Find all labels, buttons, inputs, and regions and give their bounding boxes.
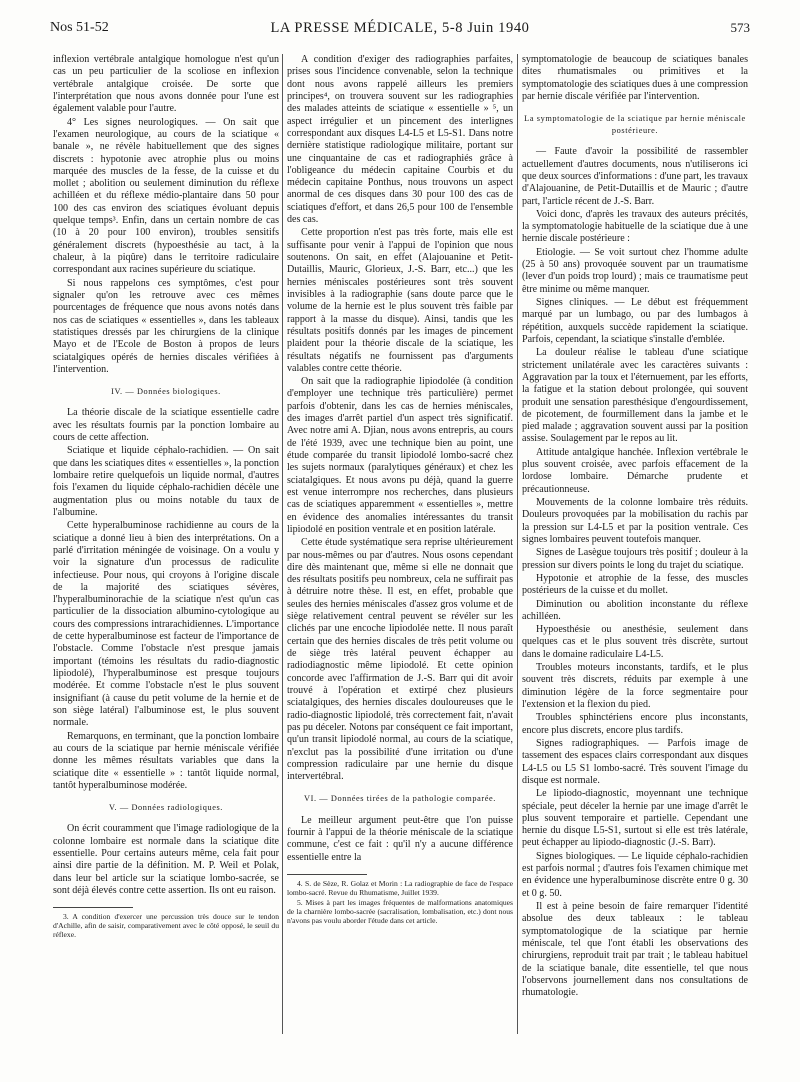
- column-divider: [517, 54, 518, 1034]
- paragraph: Cette proportion n'est pas très forte, mais elle est suffisante pour venir à l'appui de l'opinion que nous soutenons. On sait, en effet (Alajouanine et Petit-Dutaillis, Mauric, Glorieux, J.-S. Barr, etc...) que les hernies méniscales postérieures sont très souvent invisibles à la radiographie (sans doute parce que le volume de la hernie est le plus souvent très faible par rapport à la masse du disque). Ainsi, tandis que les résultats positifs donnés par les images de pincement plaident pour la théorie discale de la sciatique, les résultats négatifs ne fournissent pas d'arguments valables contre cette théorie.: [287, 227, 513, 374]
- footnote-rule: [53, 907, 133, 908]
- section-heading: VI. — Données tirées de la pathologie comparée.: [303, 794, 496, 804]
- paragraph: Sciatique et liquide céphalo-rachidien. — On sait que dans les sciatiques dites « essentielles », la ponction lombaire retire quelquefois un liquide normal, d'autres fois l'examen du liquide céphalo-rachidien décèle une augmentation plus ou moins notable du taux de l'albumine.: [53, 445, 279, 518]
- paragraph: Si nous rappelons ces symptômes, c'est pour signaler qu'on les retrouve avec ces mêmes pourcentages de fréquence que nous avons notés dans nos cas de sciatiques « essentielles », dans les tableaux statistiques dressés par les chirurgiens de la clinique Mayo et de l'Ecole de Boston à propos de leurs sciatalgiques opérés de hernies discales vérifiées à l'intervention.: [53, 277, 279, 375]
- paragraph: Attitude antalgique hanchée. Inflexion vertébrale le plus souvent croisée, avec parfois effacement de la lordose lombaire. Démarche prudente et précautionneuse.: [522, 446, 748, 495]
- column-1: [53, 54, 279, 1054]
- paragraph: Diminution ou abolition inconstante du réflexe achilléen.: [522, 598, 748, 622]
- paragraph: Hypoesthésie ou anesthésie, seulement dans quelques cas et le plus souvent très discrète, surtout dans le domaine radiculaire L4-L5.: [522, 624, 748, 660]
- column-3: [522, 54, 748, 1054]
- paragraph: 4° Les signes neurologiques. — On sait que l'examen neurologique, au cours de la sciatique « banale », ne révèle habituellement que des signes discrets : hypotonie avec atrophie plus ou moins marquée des muscles de la fesse, de la cuisse et du mollet ; abolition ou seulement diminution du réflexe achilléen et du réflexe médio-plantaire dans 50 pour 100 des cas environ des sciatiques évoluant depuis quelque temps³. Enfin, dans un certain nombre de cas (10 à 20 pour 100 environ), troubles sensitifs généralement discrets (hypoesthésie au tact, à la chaleur, à la piqûre) dans le territoire radiculaire correspondant aux racines supérieure du sciatique.: [53, 116, 279, 276]
- journal-title: LA PRESSE MÉDICALE, 5-8 Juin 1940: [270, 20, 530, 36]
- paragraph: A condition d'exiger des radiographies parfaites, prises sous l'incidence convenable, selon la technique dont nous avons rappelé ailleurs les premiers principes⁴, on trouvera souvent sur les radiographies des malades atteints de sciatique « essentielle » ⁵, un aspect irrégulier et un pincement des interlignes correspondant aux disques L4-L5 et L5-S1. Dans notre dernière statistique radiologique militaire, portant sur une cinquantaine de cas et radiographiés grâce à l'obligeance du médecin capitaine Courbis et du médecin capitaine Ponthus, nous trouvons un aspect anormal de ces disques dans 30 pour 100 des cas de sciatiques d'effort, et dans 26,5 pour 100 de l'ensemble des cas.: [287, 54, 513, 226]
- paragraph: — Faute d'avoir la possibilité de rassembler actuellement d'autres documents, nous n'utiliserons ici que deux sources d'informations : d'une part, les travaux d'Alajouanine, de Petit-Dutaillis et de Mauric ; d'autre part, l'article récent de J.-S. Barr.: [522, 146, 748, 207]
- paragraph: Signes cliniques. — Le début est fréquemment marqué par un lumbago, ou par des lumbagos à répétition, auxquels succède rapidement la sciatique. Parfois, cependant, la sciatique s'installe d'emblée.: [522, 297, 748, 345]
- footnote: 4. S. de Sèze, R. Golaz et Morin : La radiographie de face de l'espace lombo-sacré. Revue du Rhumatisme, Juillet 1939.: [287, 879, 513, 897]
- section-heading: IV. — Données biologiques.: [111, 387, 221, 397]
- paragraph: inflexion vertébrale antalgique homologue n'est qu'un cas un peu particulier de la scoliose en inflexion vertébrale antalgique croisée. De sorte que l'interprétation que nous avons donnée pour l'une est également valable pour l'autre.: [53, 54, 279, 115]
- paragraph: symptomatologie de beaucoup de sciatiques banales dites rhumatismales ou primitives et la symptomatologie des sciatiques dues à une compression par hernie discale vérifiée par l'intervention.: [522, 54, 748, 102]
- page-header: [50, 20, 750, 44]
- paragraph: Cette étude systématique sera reprise ultérieurement par nous-mêmes ou par d'autres. Nous osons cependant dire dès maintenant que, même si elle ne donnait que des résultats positifs peu nombreux, cela ne suffirait pas à détruire notre thèse. Il est, en effet, probable que seules des hernies méniscales d'assez gros volume et de siège relativement central peuvent se révéler sur les clichés par une encoche lipiodolée nette. Il nous paraît certain que des hernies discales de très petit volume ou de siège très latéral peuvent échapper au radiodiagnostic même lipiodolé. Et cette opinion concorde avec l'affirmation de J.-S. Barr qui dit avoir trouvé à l'opération et extirpé chez plusieurs sciatalgiques, des hernies discales douloureuses que le radio-diagnostic lipiodolé, très correctement fait, n'avait pas pu déceler. Notons par conséquent ce fait important, qu'un transit lipiodolé normal, au cours de la sciatique, n'exclut pas la possibilité d'une irritation ou d'une compression radiculaire par une hernie du disque intervertébral.: [287, 537, 513, 783]
- paragraph: Hypotonie et atrophie de la fesse, des muscles postérieurs de la cuisse et du mollet.: [522, 572, 748, 597]
- paragraph: Il est à peine besoin de faire remarquer l'identité absolue des deux tableaux : le tableau symptomatologique de la sciatique par hernie méniscale, tel que l'ont établi les observations des chirurgiens, reproduit trait par trait ; le tableau habituel de la sciatique banale, dite essentielle, tel que nous l'observons journellement dans nos consultations de rhumatologie.: [522, 901, 748, 999]
- paragraph: Le lipiodo-diagnostic, moyennant une technique spéciale, peut déceler la hernie par une image d'arrêt le plus souvent temporaire et partielle. Cependant une hernie du disque L5-S1, surtout si elle est très latérale, peut échapper au lipiodo-diagnostic (J.-S. Barr).: [522, 788, 748, 849]
- page-number: 573: [730, 20, 750, 35]
- issue-number: Nos 51-52: [50, 20, 109, 35]
- paragraph: Voici donc, d'après les travaux des auteurs précités, la symptomatologie habituelle de la sciatique due à une hernie discale postérieure :: [522, 208, 748, 245]
- paragraph: La douleur réalise le tableau d'une sciatique strictement unilatérale avec les caractères suivants : Aggravation par la toux et l'éternuement, par les efforts, la fatigue et la station debout prolongée, qui souvent produit une sensation paresthésique d'engourdissement, de picotement, de fourmillement dans la jambe et le pied malade ; aggravation souvent aussi par la position assise. Soulagement par le repos au lit.: [522, 347, 748, 445]
- paragraph: Cette hyperalbuminose rachidienne au cours de la sciatique a donné lieu à bien des interprétations. On a parlé d'irritation méningée de voisinage. On a voulu y voir la signature d'un processus de radiculite infectieuse. Pour nous, qui croyons à l'origine discale de la majorité des sciatiques sévères, l'hyperalbuminorachie de la sciatique n'est qu'un cas particulier de la dissociation albumino-cytologique au cours des compressions intrarachidiennes. L'importance de cette hyperalbuminose est facteur de l'importance de l'obstacle. Comme l'obstacle n'est presque jamais important (témoins les résultats du radio-diagnostic lipiodolé), l'hyperalbuminose est presque toujours modérée. Et comme l'obstacle n'est le plus souvent insignifiant (à cause du petit volume de la hernie et de son siège latéral) l'albuminose est, le plus souvent normale.: [53, 520, 279, 729]
- footnote: 5. Mises à part les images fréquentes de malformations anatomiques de la charnière lombo-sacrée (sacralisation, lombalisation, etc.) dont nous n'avons pas voulu aborder l'étude dans cet article.: [287, 898, 513, 925]
- paragraph: Mouvements de la colonne lombaire très réduits. Douleurs provoquées par la mobilisation du rachis par la pression sur L4-L5 et par la position ventrale. Ces signes lombaires peuvent toutefois manquer.: [522, 497, 748, 545]
- paragraph: Signes biologiques. — Le liquide céphalo-rachidien est parfois normal ; d'autres fois l'examen chimique met en évidence une hyperalbuminose discrète entre 0 g. 30 et 0 g. 50.: [522, 850, 748, 899]
- paragraph: Signes radiographiques. — Parfois image de tassement des espaces clairs correspondant aux disques L4-L5 ou L5 S1 lombo-sacré. Très souvent l'image du disque est normale.: [522, 737, 748, 786]
- column-divider: [282, 54, 283, 1034]
- footnote: 3. A condition d'exercer une percussion très douce sur le tendon d'Achille, afin de saisir, comparativement avec le côté opposé, le seuil du réflexe.: [53, 912, 279, 940]
- section-heading: V. — Données radiologiques.: [109, 803, 223, 813]
- paragraph: Le meilleur argument peut-être que l'on puisse fournir à l'appui de la théorie méniscale de la sciatique commune, c'est ce fait : qu'il n'y a aucune différence essentielle entre la: [287, 814, 513, 863]
- paragraph: On sait que la radiographie lipiodolée (à condition d'employer une technique très particulière) permet parfois d'obtenir, dans les cas de hernies méniscales, des images d'arrêt partiel d'un aspect très significatif. Avec notre ami A. Djian, nous avons entrepris, au cours de l'été 1939, avec une technique bien au point, une étude comparée du transit lipiodolé lombo-sacré chez les sujets normaux (paralytiques généraux) et chez les sciatalgiques. Et nous avons pu déjà, quand la guerre est venue interrompre nos recherches, dans plusieurs cas de sciatiques apparemment « essentielles », mettre en évidence des anomalies intéressantes du transit lipiodolé en position ventrale et en position latérale.: [287, 376, 513, 535]
- paragraph: Etiologie. — Se voit surtout chez l'homme adulte (25 à 50 ans) provoquée souvent par un traumatisme (lever d'un poids trop lourd) ; mais ce traumatisme peut être minime ou même manquer.: [522, 246, 748, 295]
- footnote-rule: [287, 874, 367, 875]
- paragraph: La théorie discale de la sciatique essentielle cadre avec les résultats fournis par la ponction lombaire au cours de cette affection.: [53, 407, 279, 444]
- paragraph: On écrit couramment que l'image radiologique de la colonne lombaire est normale dans la sciatique dite essentielle. Pour certains auteurs même, cela fait pour ainsi dire partie de la définition. M. P. Weil et Polak, dans leur bel article sur la sciatique lombo-sacrée, se sont déjà élevés contre cette assertion. Ils ont eu raison.: [53, 823, 279, 896]
- paragraph: Troubles moteurs inconstants, tardifs, et le plus souvent très discrets, réduits par exemple à une diminution légère de la force segmentaire pour l'extension et la flexion du pied.: [522, 662, 748, 710]
- section-heading: La symptomatologie de la sciatique par hernie méniscale postérieure.: [524, 114, 746, 136]
- paragraph: Remarquons, en terminant, que la ponction lombaire au cours de la sciatique par hernie méniscale vérifiée donne les mêmes résultats variables que dans la sciatique dite « essentielle » : tantôt liquide normal, tantôt hyperalbuminose modérée.: [53, 730, 279, 791]
- paragraph: Signes de Lasègue toujours très positif ; douleur à la pression sur divers points le long du trajet du sciatique.: [522, 547, 748, 571]
- column-2: [287, 54, 513, 1054]
- paragraph: Troubles sphinctériens encore plus inconstants, encore plus discrets, encore plus tardifs.: [522, 712, 748, 736]
